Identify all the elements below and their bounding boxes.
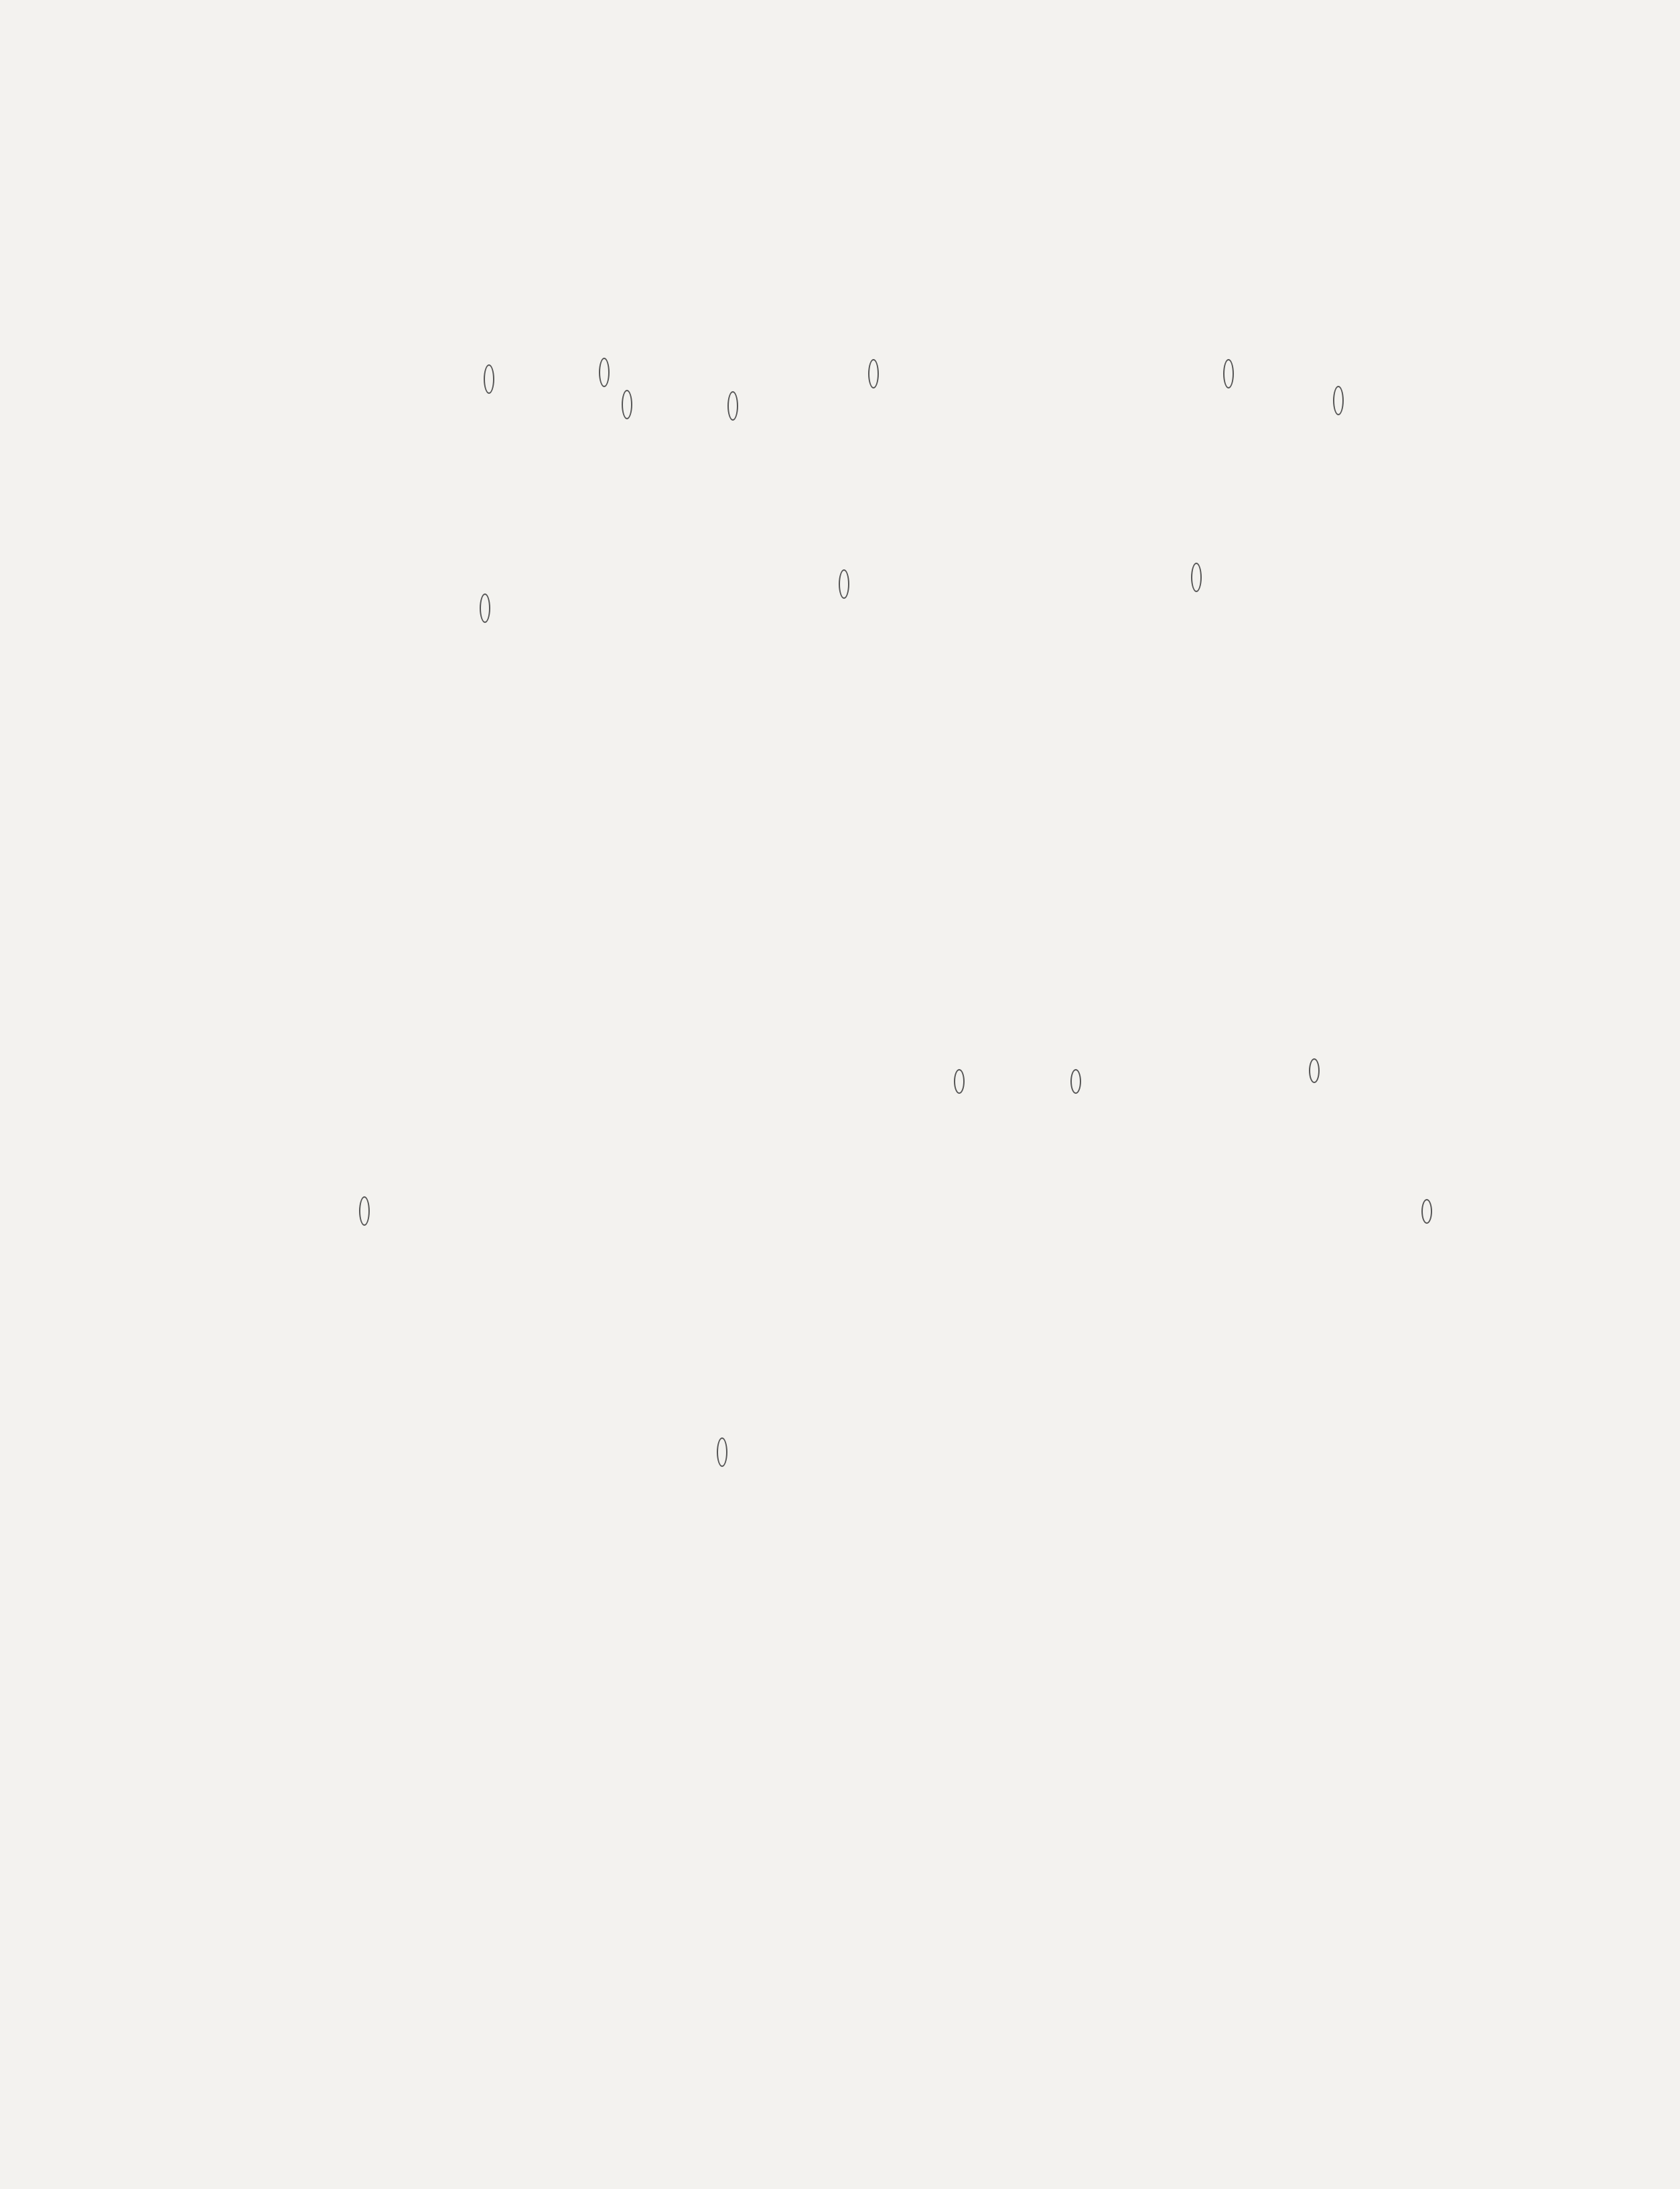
entry-a-sacchar-2a xyxy=(484,366,494,393)
entry-a-sacchar-3b xyxy=(622,391,632,418)
entry-b-papyrif-2b xyxy=(480,595,490,622)
entry-b-papyrif-5 xyxy=(839,571,849,597)
entry-a-sacchar-8b xyxy=(1223,360,1234,387)
entry-p-strobus-6b xyxy=(954,1070,965,1092)
entry-a-sacchar-5b xyxy=(868,360,879,387)
entry-p-strobus-9b xyxy=(1309,1060,1320,1082)
entry-a-sacchar-4b xyxy=(727,393,738,419)
entry-p-grand-1b xyxy=(359,1198,370,1224)
entry-a-sacchar-3a xyxy=(599,359,610,386)
entry-b-papyrif-8 xyxy=(1191,564,1202,591)
entry-q-rubra-4 xyxy=(717,1439,727,1466)
entry-a-sacchar-9b xyxy=(1333,387,1344,414)
entry-p-strobus-7b xyxy=(1070,1070,1081,1092)
entry-p-grand-10b xyxy=(1421,1200,1432,1222)
